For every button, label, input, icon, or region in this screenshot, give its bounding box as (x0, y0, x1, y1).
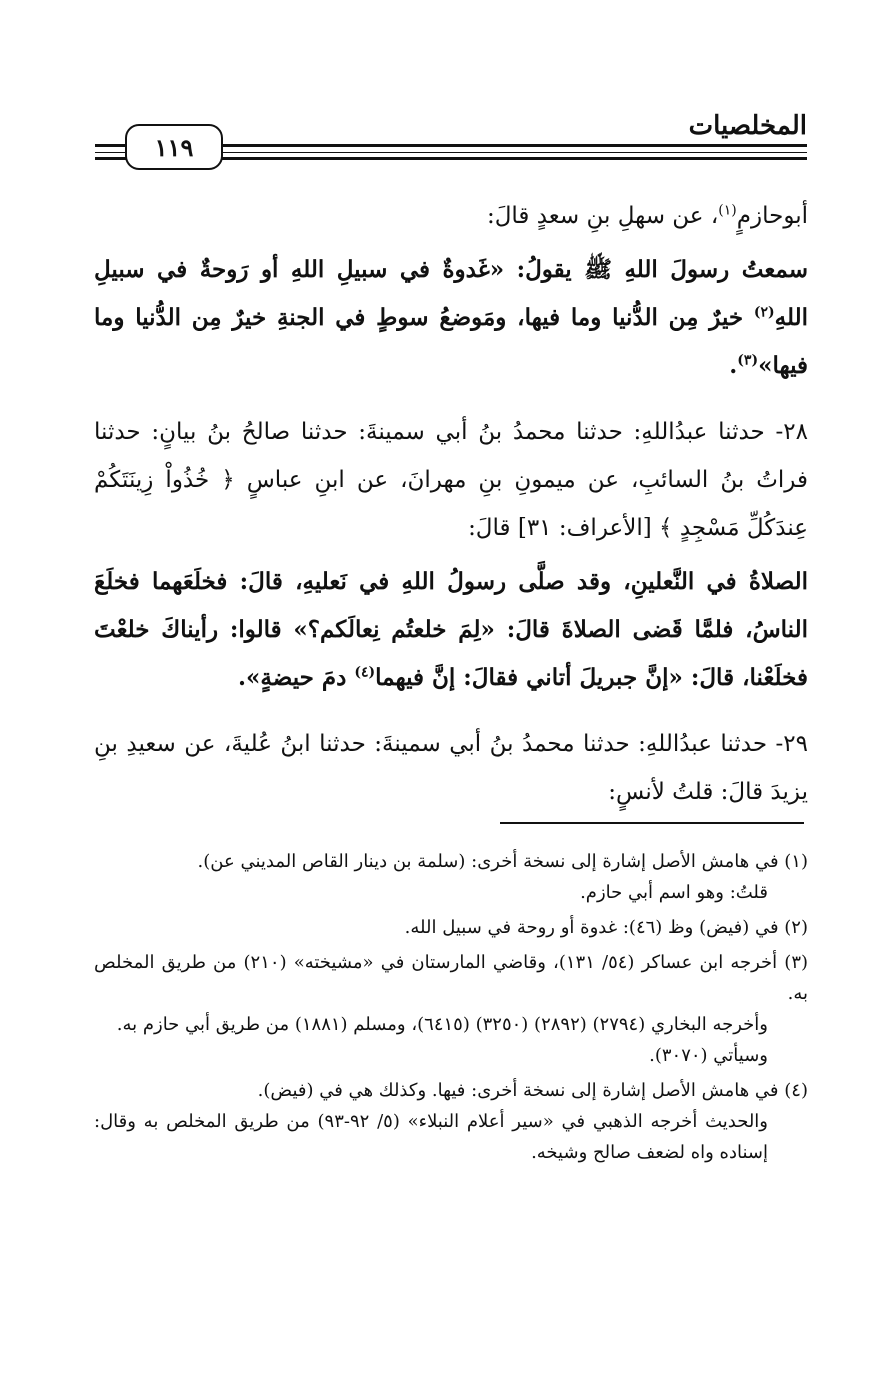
page-number-box (125, 124, 223, 170)
paragraph-text: ، عن سهلِ بنِ سعدٍ قالَ: (486, 203, 719, 229)
paragraph (94, 192, 808, 240)
paragraph-text: سمعتُ رسولَ اللهِ ﷺ يقولُ: «غَدوةٌ في سبيلِ اللهِ أو رَوحةٌ في سبيلِ اللهِ (94, 256, 808, 331)
footnotes (94, 846, 808, 1172)
paragraph-text: ٢٨- حدثنا عبدُاللهِ: حدثنا محمدُ بنُ أبي سمينةَ: حدثنا صالحُ بنُ بيانٍ: حدثنا فراتُ بنُ السائبِ، عن ميمونِ بنِ مهرانَ، عن ابنِ عباسٍ ﴿ خُذُواْ زِينَتَكُمْ عِندَكُلِّ مَسْجِدٍ ﴾ [الأعراف: ٣١] قالَ: (94, 419, 808, 541)
paragraph-text: ٢٩- حدثنا عبدُاللهِ: حدثنا محمدُ بنُ أبي سمينةَ: حدثنا ابنُ عُليةَ، عن سعيدِ بنِ يزيدَ قالَ: قلتُ لأنسٍ: (94, 731, 808, 805)
isnad-paragraph (94, 408, 808, 552)
footnote (94, 912, 808, 943)
hadith-text (94, 558, 808, 702)
paragraph-text: دمَ حيضةٍ». (238, 664, 355, 691)
isnad-paragraph (94, 720, 808, 816)
footnote-line: والحديث أخرجه الذهبي في «سير أعلام النبلاء» (٥/ ٩٢-٩٣) من طريق المخلص به وقال: إسناده واه لضعف صالح وشيخه. (94, 1111, 768, 1163)
paragraph-text: أبوحازمٍ (736, 203, 808, 229)
footnote-line: (٤) في هامش الأصل إشارة إلى نسخة أخرى: فيها. وكذلك هي في (فيض). (257, 1080, 808, 1101)
page-number: ١١٩ (154, 132, 194, 162)
paragraph-text: الصلاةُ في النَّعلينِ، وقد صلَّى رسولُ اللهِ في نَعليهِ، قالَ: فخلَعَهما فخلَعَ الناسُ، فلمَّا قَضى الصلاةَ قالَ: «لِمَ خلعتُم نِعالَكم؟» قالوا: رأيناكَ خلعْتَ فخلَعْنا، قالَ: «إنَّ جبريلَ أتاني فقالَ: إنَّ فيهما (94, 568, 808, 691)
footnote-line: (١) في هامش الأصل إشارة إلى نسخة أخرى: (سلمة بن دينار القاص المديني عن). (197, 851, 808, 872)
footnote (94, 947, 808, 1071)
footnote-line: وسيأتي (٣٠٧٠). (649, 1045, 768, 1066)
footnote-line: قلتُ: وهو اسم أبي حازم. (580, 882, 768, 903)
paragraph-text: خيرٌ مِن الدُّنيا وما فيها، ومَوضعُ سوطٍ في الجنةِ خيرٌ مِن الدُّنيا وما فيها» (94, 304, 808, 379)
footnote (94, 1075, 808, 1168)
footnote-separator (500, 822, 804, 824)
footnote-line: (٢) في (فيض) وظ (٤٦): غدوة أو روحة في سبيل الله. (404, 917, 808, 938)
footnote-line: (٣) أخرجه ابن عساكر (٥٤/ ١٣١)، وقاضي المارستان في «مشيخته» (٢١٠) من طريق المخلص به. (94, 952, 809, 1004)
footnote (94, 846, 808, 908)
footnote-line: وأخرجه البخاري (٢٧٩٤) (٢٨٩٢) (٣٢٥٠) (٦٤١٥)، ومسلم (١٨٨١) من طريق أبي حازم به. (116, 1014, 768, 1035)
page-header (95, 110, 807, 178)
footnote-ref: (٢) (753, 304, 775, 321)
hadith-text: سمعتُ رسولَ اللهِ ﷺ يقولُ: «غَدوةٌ في سبيلِ اللهِ أو رَوحةٌ في سبيلِ اللهِ$^{(٢)}$ خيرٌ مِن الدُّنيا وما فيها، ومَوضعُ سوطٍ في الجنةِ خيرٌ مِن الدُّنيا وما فيها»$^{(٣)}$. (94, 256, 808, 379)
running-title: المخلصيات (681, 110, 807, 142)
footnote-ref: (٣) (737, 352, 759, 369)
footnote-ref: (١) (718, 202, 737, 219)
main-text (94, 192, 808, 822)
footnote-ref: (٤) (354, 664, 376, 681)
